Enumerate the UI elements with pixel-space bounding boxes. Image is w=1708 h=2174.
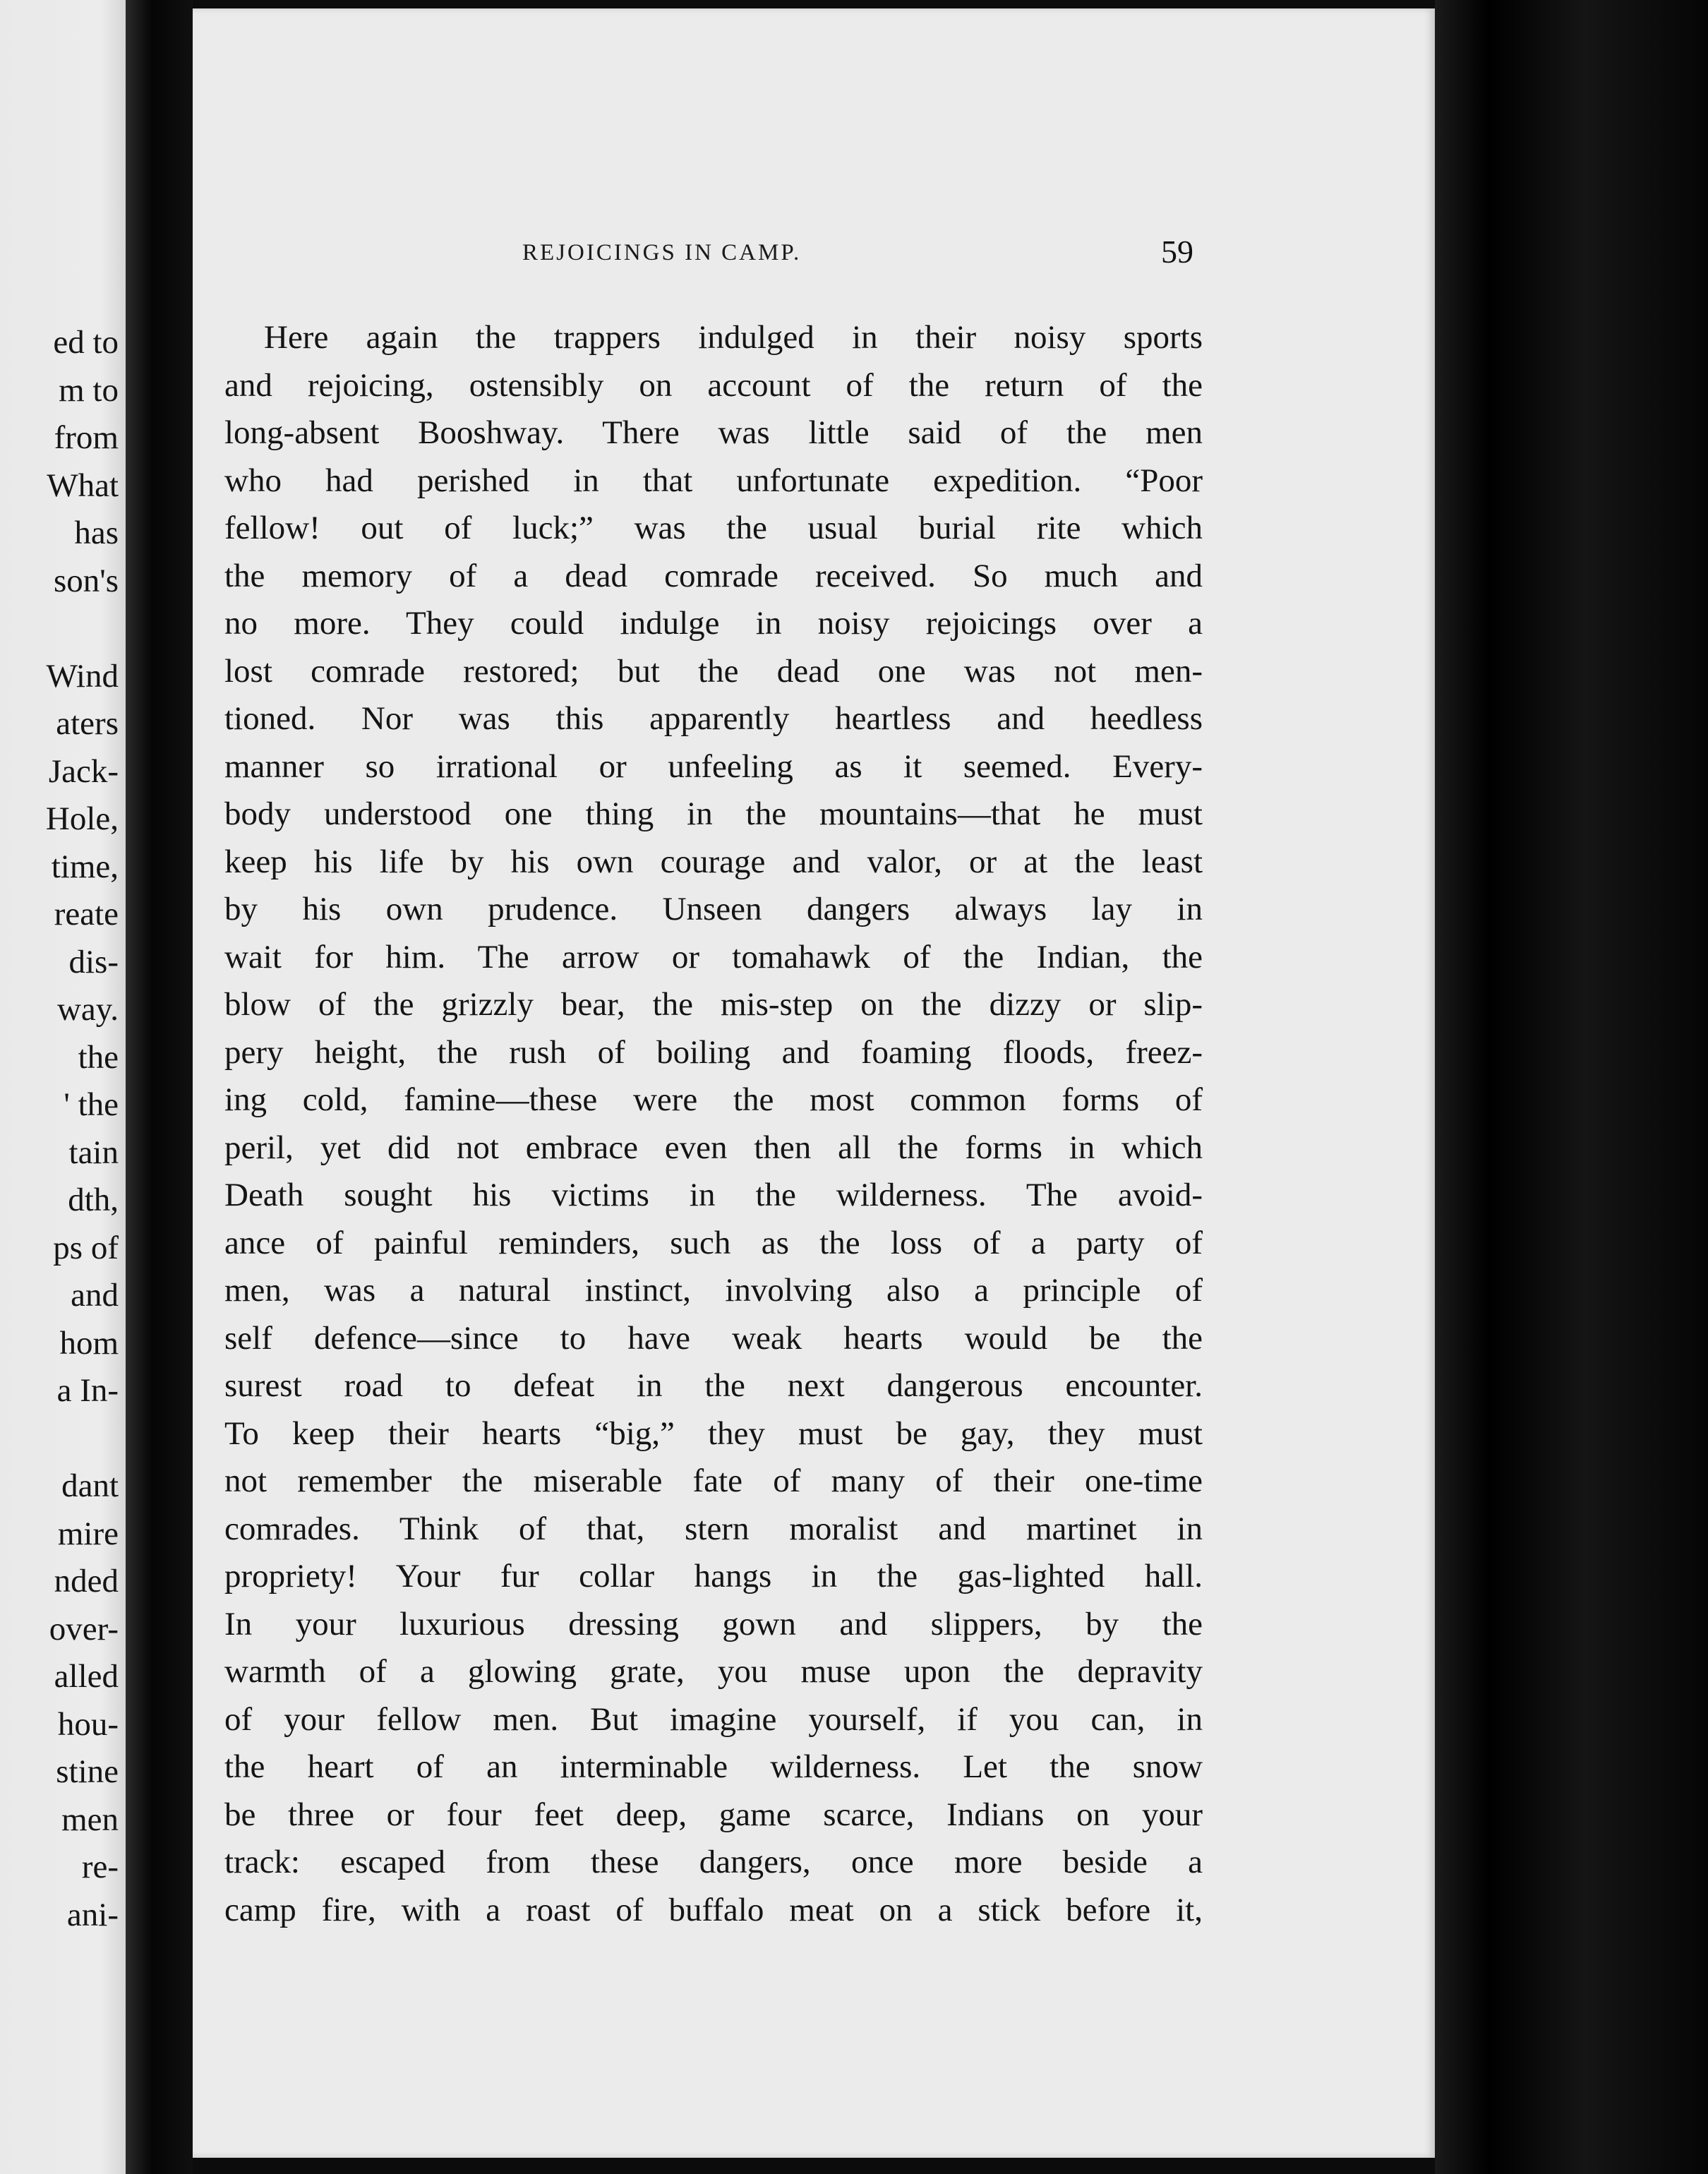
left-page-line: tain xyxy=(68,1134,119,1171)
left-page-line: dis- xyxy=(68,943,119,980)
text-line: be three or four feet deep, game scarce, Indians on your xyxy=(224,1796,1203,1833)
left-page-line: dant xyxy=(61,1467,119,1504)
body-text xyxy=(224,314,1203,1934)
left-page-line: and xyxy=(71,1277,119,1314)
left-page-line: time, xyxy=(51,848,119,885)
text-line: manner so irrational or unfeeling as it seemed. Every- xyxy=(224,747,1203,785)
left-page-line: way. xyxy=(56,991,119,1028)
text-line: propriety! Your fur collar hangs in the gas-lighted hall. xyxy=(224,1558,1203,1595)
text-line: men, was a natural instinct, involving also a principle of xyxy=(224,1272,1203,1309)
text-line: comrades. Think of that, stern moralist and martinet in xyxy=(224,1510,1203,1547)
text-line: blow of the grizzly bear, the mis-step on the dizzy or slip- xyxy=(224,986,1203,1023)
text-line: of your fellow men. But imagine yourself, if you can, in xyxy=(224,1700,1203,1738)
left-page-line: dth, xyxy=(68,1182,119,1218)
text-line: who had perished in that unfortunate expedition. “Poor xyxy=(224,462,1203,499)
text-line: no more. They could indulge in noisy rejoicings over a xyxy=(224,605,1203,642)
text-line: and rejoicing, ostensibly on account of the return of the xyxy=(224,366,1203,404)
text-line: lost comrade restored; but the dead one was not men- xyxy=(224,652,1203,690)
left-page-text-fragments xyxy=(0,319,119,1939)
book-gutter xyxy=(126,0,193,2174)
text-line: camp fire, with a roast of buffalo meat on a stick before it, xyxy=(224,1891,1203,1928)
left-page-line: men xyxy=(61,1801,119,1838)
running-head: REJOICINGS IN CAMP. xyxy=(522,240,802,265)
left-page-line: Hole, xyxy=(45,800,119,837)
page-edge-shadow xyxy=(1435,0,1708,2174)
text-line: To keep their hearts “big,” they must be gay, they must xyxy=(224,1415,1203,1452)
text-line: self defence—since to have weak hearts would be the xyxy=(224,1319,1203,1357)
text-line: tioned. Nor was this apparently heartless and heedless xyxy=(224,700,1203,737)
text-line: the heart of an interminable wilderness. Let the snow xyxy=(224,1748,1203,1785)
left-page-line: has xyxy=(74,515,119,551)
left-page-line: m to xyxy=(59,371,119,409)
left-page-line: stine xyxy=(56,1753,119,1790)
text-line: fellow! out of luck;” was the usual burial rite which xyxy=(224,510,1203,546)
left-page-line: a In- xyxy=(56,1372,119,1409)
left-page-line: re- xyxy=(81,1849,119,1885)
text-line: body understood one thing in the mountains—that he must xyxy=(224,795,1203,832)
text-line: In your luxurious dressing gown and slippers, by the xyxy=(224,1605,1203,1642)
text-line: not remember the miserable fate of many of their one-time xyxy=(224,1463,1203,1499)
left-page-line: aters xyxy=(56,705,119,742)
text-line: ance of painful reminders, such as the loss of a party of xyxy=(224,1224,1203,1261)
text-line: pery height, the rush of boiling and foaming floods, freez- xyxy=(224,1033,1203,1071)
text-line: peril, yet did not embrace even then all the forms in which xyxy=(224,1129,1203,1166)
text-line: by his own prudence. Unseen dangers always lay in xyxy=(224,891,1203,927)
left-page-line: ani- xyxy=(66,1896,119,1933)
text-line: Here again the trappers indulged in their noisy sports xyxy=(264,319,1203,356)
left-page-line: over- xyxy=(49,1610,119,1647)
left-page-line: nded xyxy=(54,1563,119,1599)
left-page-line: Jack- xyxy=(48,752,119,790)
text-line: Death sought his victims in the wilderness. The avoid- xyxy=(224,1177,1203,1213)
left-facing-page xyxy=(0,0,126,2174)
text-line: surest road to defeat in the next dangerous encounter. xyxy=(224,1367,1203,1404)
left-page-line: ' the xyxy=(64,1086,119,1123)
text-line: ing cold, famine—these were the most common forms of xyxy=(224,1081,1203,1118)
left-page-line: ed to xyxy=(53,324,119,361)
left-page-line: What xyxy=(47,467,119,504)
text-line: keep his life by his own courage and valor, or at the least xyxy=(224,843,1203,880)
text-line: track: escaped from these dangers, once more beside a xyxy=(224,1844,1203,1880)
page-number: 59 xyxy=(1161,234,1193,270)
left-page-line: son's xyxy=(53,562,119,599)
left-page-line: hou- xyxy=(57,1705,119,1743)
text-line: the memory of a dead comrade received. So much and xyxy=(224,557,1203,594)
left-page-line: Wind xyxy=(46,657,119,695)
left-page-line: from xyxy=(54,419,119,456)
left-page-line: hom xyxy=(59,1324,119,1362)
left-page-line: the xyxy=(78,1038,119,1076)
left-page-line xyxy=(0,605,119,653)
left-page-line: mire xyxy=(57,1515,119,1552)
text-line: wait for him. The arrow or tomahawk of the Indian, the xyxy=(224,938,1203,975)
left-page-line: reate xyxy=(54,896,119,932)
left-page-line: alled xyxy=(54,1658,119,1695)
left-page-line: ps of xyxy=(53,1229,119,1266)
text-line: warmth of a glowing grate, you muse upon the depravity xyxy=(224,1653,1203,1690)
left-page-line xyxy=(0,1415,119,1463)
text-line: long-absent Booshway. There was little said of the men xyxy=(224,414,1203,451)
